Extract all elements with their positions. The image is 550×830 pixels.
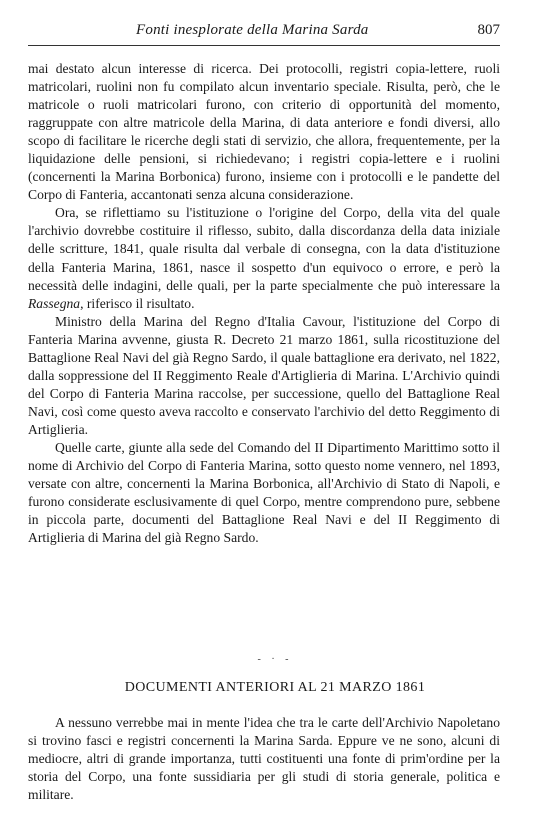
section-ornament: - · - xyxy=(257,654,293,665)
section-paragraph-1: A nessuno verrebbe mai in mente l'idea che tra le carte dell'Archivio Napoletano si trovino fasci e registri concernenti la Marina Sarda. Eppure ve ne sono, alcuni di mediocre, altri di grande importanza, tutti costituenti una fonte di prim'ordine per la storia del Corpo, una fonte sussidiaria per gli studi di storia generale, politica e militare. xyxy=(28,715,500,803)
section-heading: DOCUMENTI ANTERIORI AL 21 MARZO 1861 xyxy=(124,680,426,695)
page-number: 807 xyxy=(477,22,500,38)
paragraph-2-text: Ora, se riflettiamo su l'istituzione o l'origine del Corpo, della vita del quale l'archivio dovrebbe costituire il riflesso, subito, dalla discordanza della data iniziale delle scritture, 1841, quale risulta dal verbale di consegna, con la data d'istituzione della Fanteria Marina, 1861, nasce il sospetto d'un equivoco o errore, e però la necessità delle indagini, delle quali, per la parte specialmente che può interessare la xyxy=(28,205,500,293)
body-text xyxy=(28,60,500,547)
paragraph-2-end: , riferisco il risultato. xyxy=(80,295,195,311)
paragraph-2 xyxy=(28,204,500,312)
header-rule xyxy=(28,45,500,46)
paragraph-1: mai destato alcun interesse di ricerca. Dei protocolli, registri copia-lettere, ruoli matricolari, ruolini non fu compilato alcun inventario speciale. Risulta, però, che le matricole o ruoli matricolari furono, con criterio di opportunità del momento, raggruppate con altre matricole della Marina, di data anteriore e fondi diversi, allo scopo di facilitare le ricerche degli stati di servizio, che allora, frequentemente, per la liquidazione delle pensioni, si richiedevano; i registri copia-lettere e i ruolini (concernenti la Marina Borbonica) furono, insieme con i protocolli e le pandette del Corpo di Fanteria, accantonati senza alcuna considerazione. xyxy=(28,61,500,203)
running-title: Fonti inesplorate della Marina Sarda xyxy=(136,22,369,38)
page-header xyxy=(28,20,500,42)
paragraph-2-italic: Rassegna xyxy=(28,295,81,311)
paragraph-4: Quelle carte, giunte alla sede del Comando del II Dipartimento Marittimo sotto il nome di Archivio del Corpo di Fanteria Marina, sotto questo nome vennero, nel 1893, versate con altre, concernenti la Marina Borbonica, all'Archivio di Stato di Napoli, e furono considerate esclusivamente di quel Corpo, mentre comprendono pure, sebbene in piccola parte, documenti del Battaglione Real Navi e del II Reggimento di Artiglieria di Marina del già Regno Sardo. xyxy=(28,439,500,546)
section-text xyxy=(28,714,500,804)
paragraph-3: Ministro della Marina del Regno d'Italia Cavour, l'istituzione del Corpo di Fanteria Marina avvenne, giusta R. Decreto 21 marzo 1861, sulla ricostituzione del Battaglione Real Navi del già Regno Sardo, il quale battaglione era derivato, nel 1822, dalla soppressione del II Reggimento Reale d'Artiglieria di Marina. L'Archivio quindi del Corpo di Fanteria Marina raccolse, per successione, quello del Battaglione Real Navi, così come questo aveva raccolto e conservato l'archivio del detto Reggimento di Artiglieria. xyxy=(28,313,500,437)
